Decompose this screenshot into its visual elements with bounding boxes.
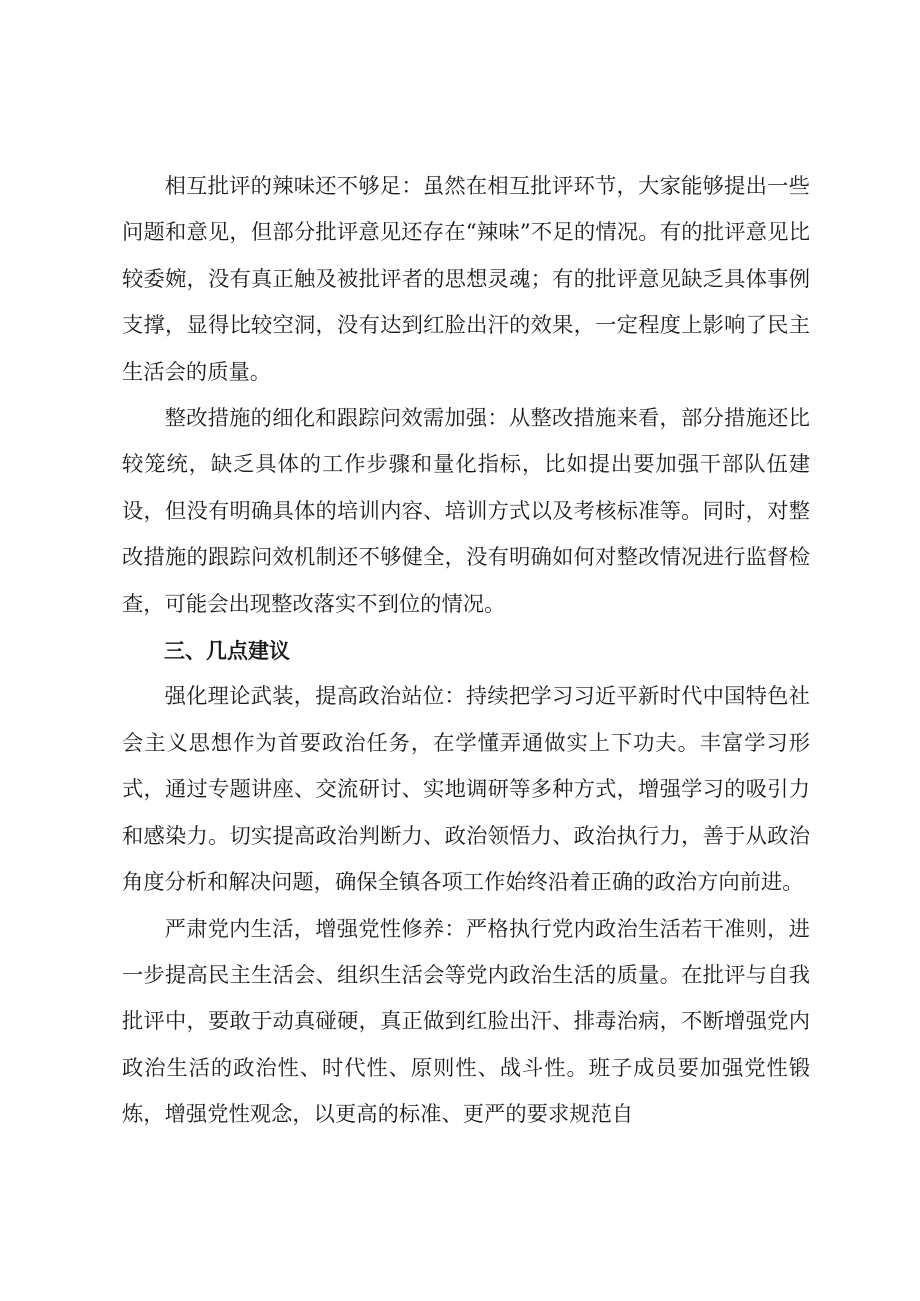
paragraph-mutual-criticism bbox=[122, 164, 810, 396]
paragraph-text: 持续把学习习近平新时代中国特色社会主义思想作为首要政治任务，在学懂弄通做实上下功夫。丰富学习形式，通过专题讲座、交流研讨、实地调研等多种方式，增强学习的吸引力和感染力。切实提高政治判断力、政治领悟力、政治执行力，善于从政治角度分析和解决问题，确保全镇各项工作始终沿着正确的政治方向前进。 bbox=[122, 684, 810, 896]
paragraph-lead: 相互批评的辣味还不够足： bbox=[164, 174, 423, 199]
paragraph-lead: 严肃党内生活，增强党性修养： bbox=[164, 916, 466, 942]
paragraph-rectification-measures bbox=[122, 396, 810, 628]
paragraph-lead: 强化理论武装，提高政治站位： bbox=[164, 684, 466, 710]
paragraph-party-life bbox=[122, 907, 810, 1139]
paragraph-theory-arming bbox=[122, 674, 810, 906]
paragraph-text: 虽然在相互批评环节，大家能够提出一些问题和意见，但部分批评意见还存在“辣味”不足的情况。有的批评意见比较委婉，没有真正触及被批评者的思想灵魂；有的批评意见缺乏具体事例支撑，显得比较空洞，没有达到红脸出汗的效果，一定程度上影响了民主生活会的质量。 bbox=[122, 174, 810, 385]
section-heading: 三、几点建议 bbox=[164, 639, 290, 664]
document-body bbox=[122, 164, 810, 1139]
paragraph-lead: 整改措施的细化和跟踪问效需加强： bbox=[164, 406, 509, 432]
paragraph-text: 从整改措施来看，部分措施还比较笼统，缺乏具体的工作步骤和量化指标，比如提出要加强干部队伍建设，但没有明确具体的培训内容、培训方式以及考核标准等。同时，对整改措施的跟踪问效机制还不够健全，没有明确如何对整改情况进行监督检查，可能会出现整改落实不到位的情况。 bbox=[122, 406, 810, 617]
paragraph-text: 严格执行党内政治生活若干准则，进一步提高民主生活会、组织生活会等党内政治生活的质量。在批评与自我批评中，要敢于动真碰硬，真正做到红脸出汗、排毒治病，不断增强党内政治生活的政治性、时代性、原则性、战斗性。班子成员要加强党性锻炼，增强党性观念，以更高的标准、更严的要求规范自 bbox=[122, 916, 810, 1128]
